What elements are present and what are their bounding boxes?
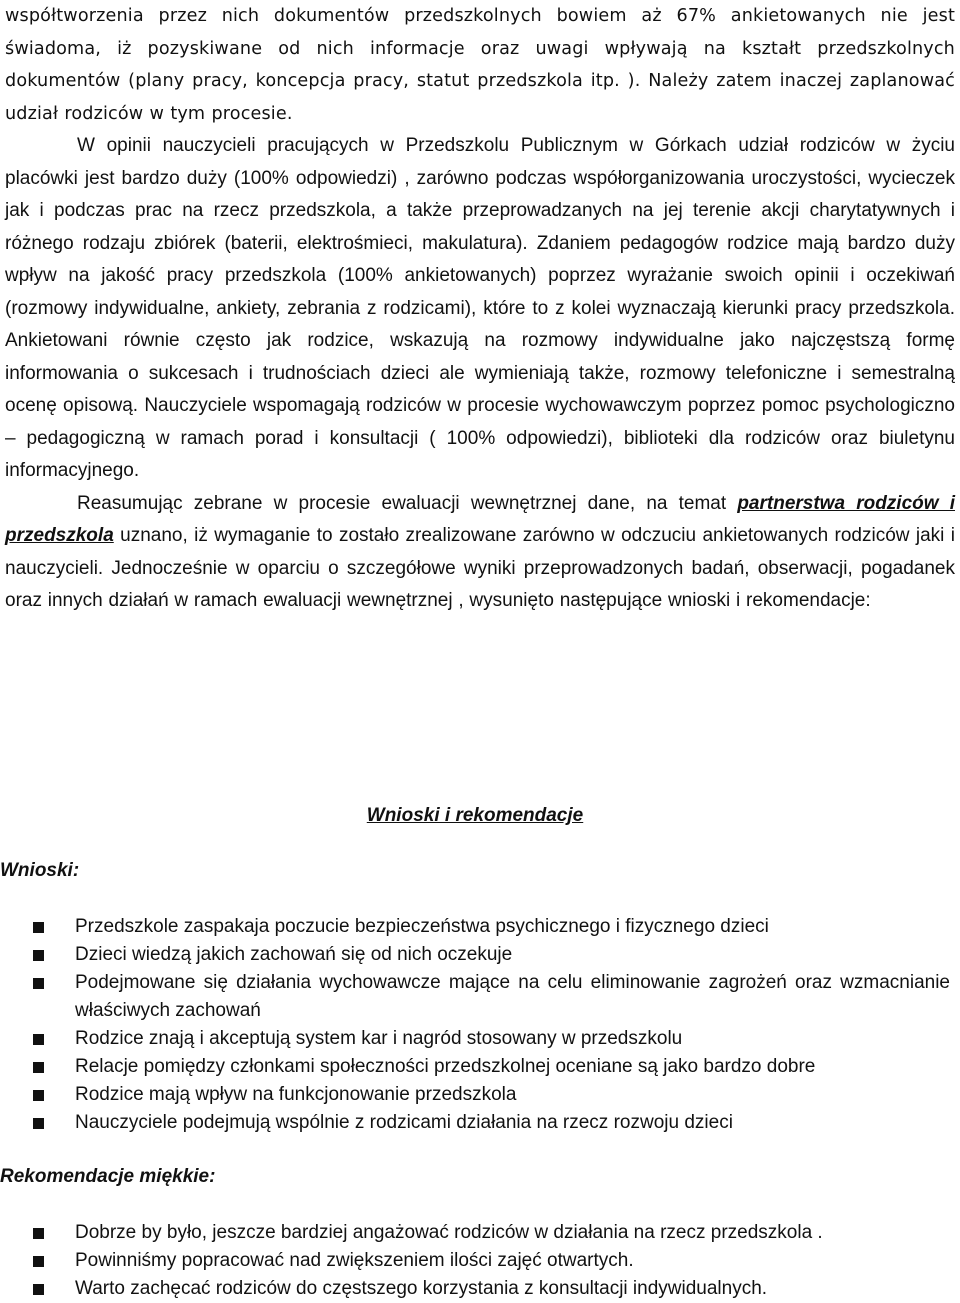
- rekomendacje-heading: Rekomendacje miękkie:: [0, 1166, 216, 1187]
- square-bullet-icon: [33, 1284, 44, 1295]
- list-item: [0, 1275, 950, 1303]
- square-bullet-icon: [33, 1228, 44, 1239]
- square-bullet-icon: [33, 1062, 44, 1073]
- list-item: [0, 1025, 950, 1053]
- list-item-text: Podejmowane się działania wychowawcze mające na celu eliminowanie zagrożeń oraz wzmacnianie właściwych zachowań: [75, 972, 950, 1021]
- list-item-text: Nauczyciele podejmują wspólnie z rodzicami działania na rzecz rozwoju dzieci: [75, 1112, 733, 1133]
- square-bullet-icon: [33, 922, 44, 933]
- list-item: [0, 1109, 950, 1137]
- teachers-opinion-paragraph: W opinii nauczycieli pracujących w Przedszkolu Publicznym w Górkach udział rodziców w życiu placówki jest bardzo duży (100% odpowiedzi) , zarówno podczas współorganizowania uroczystości, wycieczek jak i podczas prac na rzecz przedszkola, a także przeprowadzanych na jej terenie akcji charytatywnych i różnego rodzaju zbiórek (baterii, elektrośmieci, makulatura). Zdaniem pedagogów rodzice mają bardzo duży wpływ na jakość pracy przedszkola (100% ankietowanych) poprzez wyrażanie swoich opinii i oczekiwań (rozmowy indywidualne, ankiety, zebrania z rodzicami), które to z kolei wyznaczają kierunki pracy przedszkola. Ankietowani równie często jak rodzice, wskazują na rozmowy indywidualne jako najczęstszą formę informowania o sukcesach i trudnościach dzieci ale wymieniają także, rozmowy telefoniczne i semestralną ocenę opisową. Nauczyciele wspomagają rodziców w procesie wychowawczym poprzez pomoc psychologiczno – pedagogiczną w ramach porad i konsultacji ( 100% odpowiedzi), biblioteki dla rodziców oraz biuletynu informacyjnego.: [5, 135, 955, 481]
- list-item: [0, 969, 950, 1025]
- square-bullet-icon: [33, 1256, 44, 1267]
- wnioski-list: [0, 913, 950, 1137]
- list-item-text: Powinniśmy popracować nad zwiększeniem ilości zajęć otwartych.: [75, 1250, 634, 1271]
- summary-text-after: uznano, iż wymaganie to zostało zrealizowane zarówno w odczuciu ankietowanych rodziców jaki i nauczycieli. Jednocześnie w oparciu o szczegółowe wyniki przeprowadzonych badań, obserwacji, pogadanek oraz innych działań w ramach ewaluacji wewnętrznej , wysunięto następujące wnioski i rekomendacje:: [5, 525, 955, 611]
- square-bullet-icon: [33, 978, 44, 989]
- summary-emphasis: partnerstwa rodziców i przedszkola: [5, 492, 955, 546]
- list-item: [0, 913, 950, 941]
- square-bullet-icon: [33, 1090, 44, 1101]
- list-item-text: Relacje pomiędzy członkami społeczności przedszkolnej oceniane są jako bardzo dobre: [75, 1056, 816, 1077]
- summary-text-before: Reasumując zebrane w procesie ewaluacji wewnętrznej dane, na temat: [77, 492, 738, 514]
- list-item: [0, 1081, 950, 1109]
- document-page: [5, 0, 955, 618]
- square-bullet-icon: [33, 1118, 44, 1129]
- list-item-text: Przedszkole zaspakaja poczucie bezpieczeństwa psychicznego i fizycznego dzieci: [75, 916, 769, 937]
- wnioski-heading: Wnioski:: [0, 860, 80, 881]
- list-item: [0, 1219, 950, 1247]
- list-item-text: Rodzice znają i akceptują system kar i nagród stosowany w przedszkolu: [75, 1028, 683, 1049]
- square-bullet-icon: [33, 950, 44, 961]
- section-title: Wnioski i rekomendacje: [366, 805, 584, 826]
- summary-paragraph: [5, 488, 955, 618]
- list-item: [0, 941, 950, 969]
- list-item: [0, 1247, 950, 1275]
- list-item-text: Dzieci wiedzą jakich zachowań się od nich oczekuje: [75, 944, 513, 965]
- list-item: [0, 1053, 950, 1081]
- list-item-text: Rodzice mają wpływ na funkcjonowanie przedszkola: [75, 1084, 517, 1105]
- list-item-text: Dobrze by było, jeszcze bardziej angażować rodziców w działania na rzecz przedszkola .: [75, 1222, 823, 1243]
- list-item-text: Warto zachęcać rodziców do częstszego korzystania z konsultacji indywidualnych.: [75, 1278, 768, 1299]
- intro-paragraph: współtworzenia przez nich dokumentów przedszkolnych bowiem aż 67% ankietowanych nie jest świadoma, iż pozyskiwane od nich informacje oraz uwagi wpływają na kształt przedszkolnych dokumentów (plany pracy, koncepcja pracy, statut przedszkola itp. ). Należy zatem inaczej zaplanować udział rodziców w tym procesie.: [5, 6, 955, 124]
- rekomendacje-list: [0, 1219, 950, 1303]
- square-bullet-icon: [33, 1034, 44, 1045]
